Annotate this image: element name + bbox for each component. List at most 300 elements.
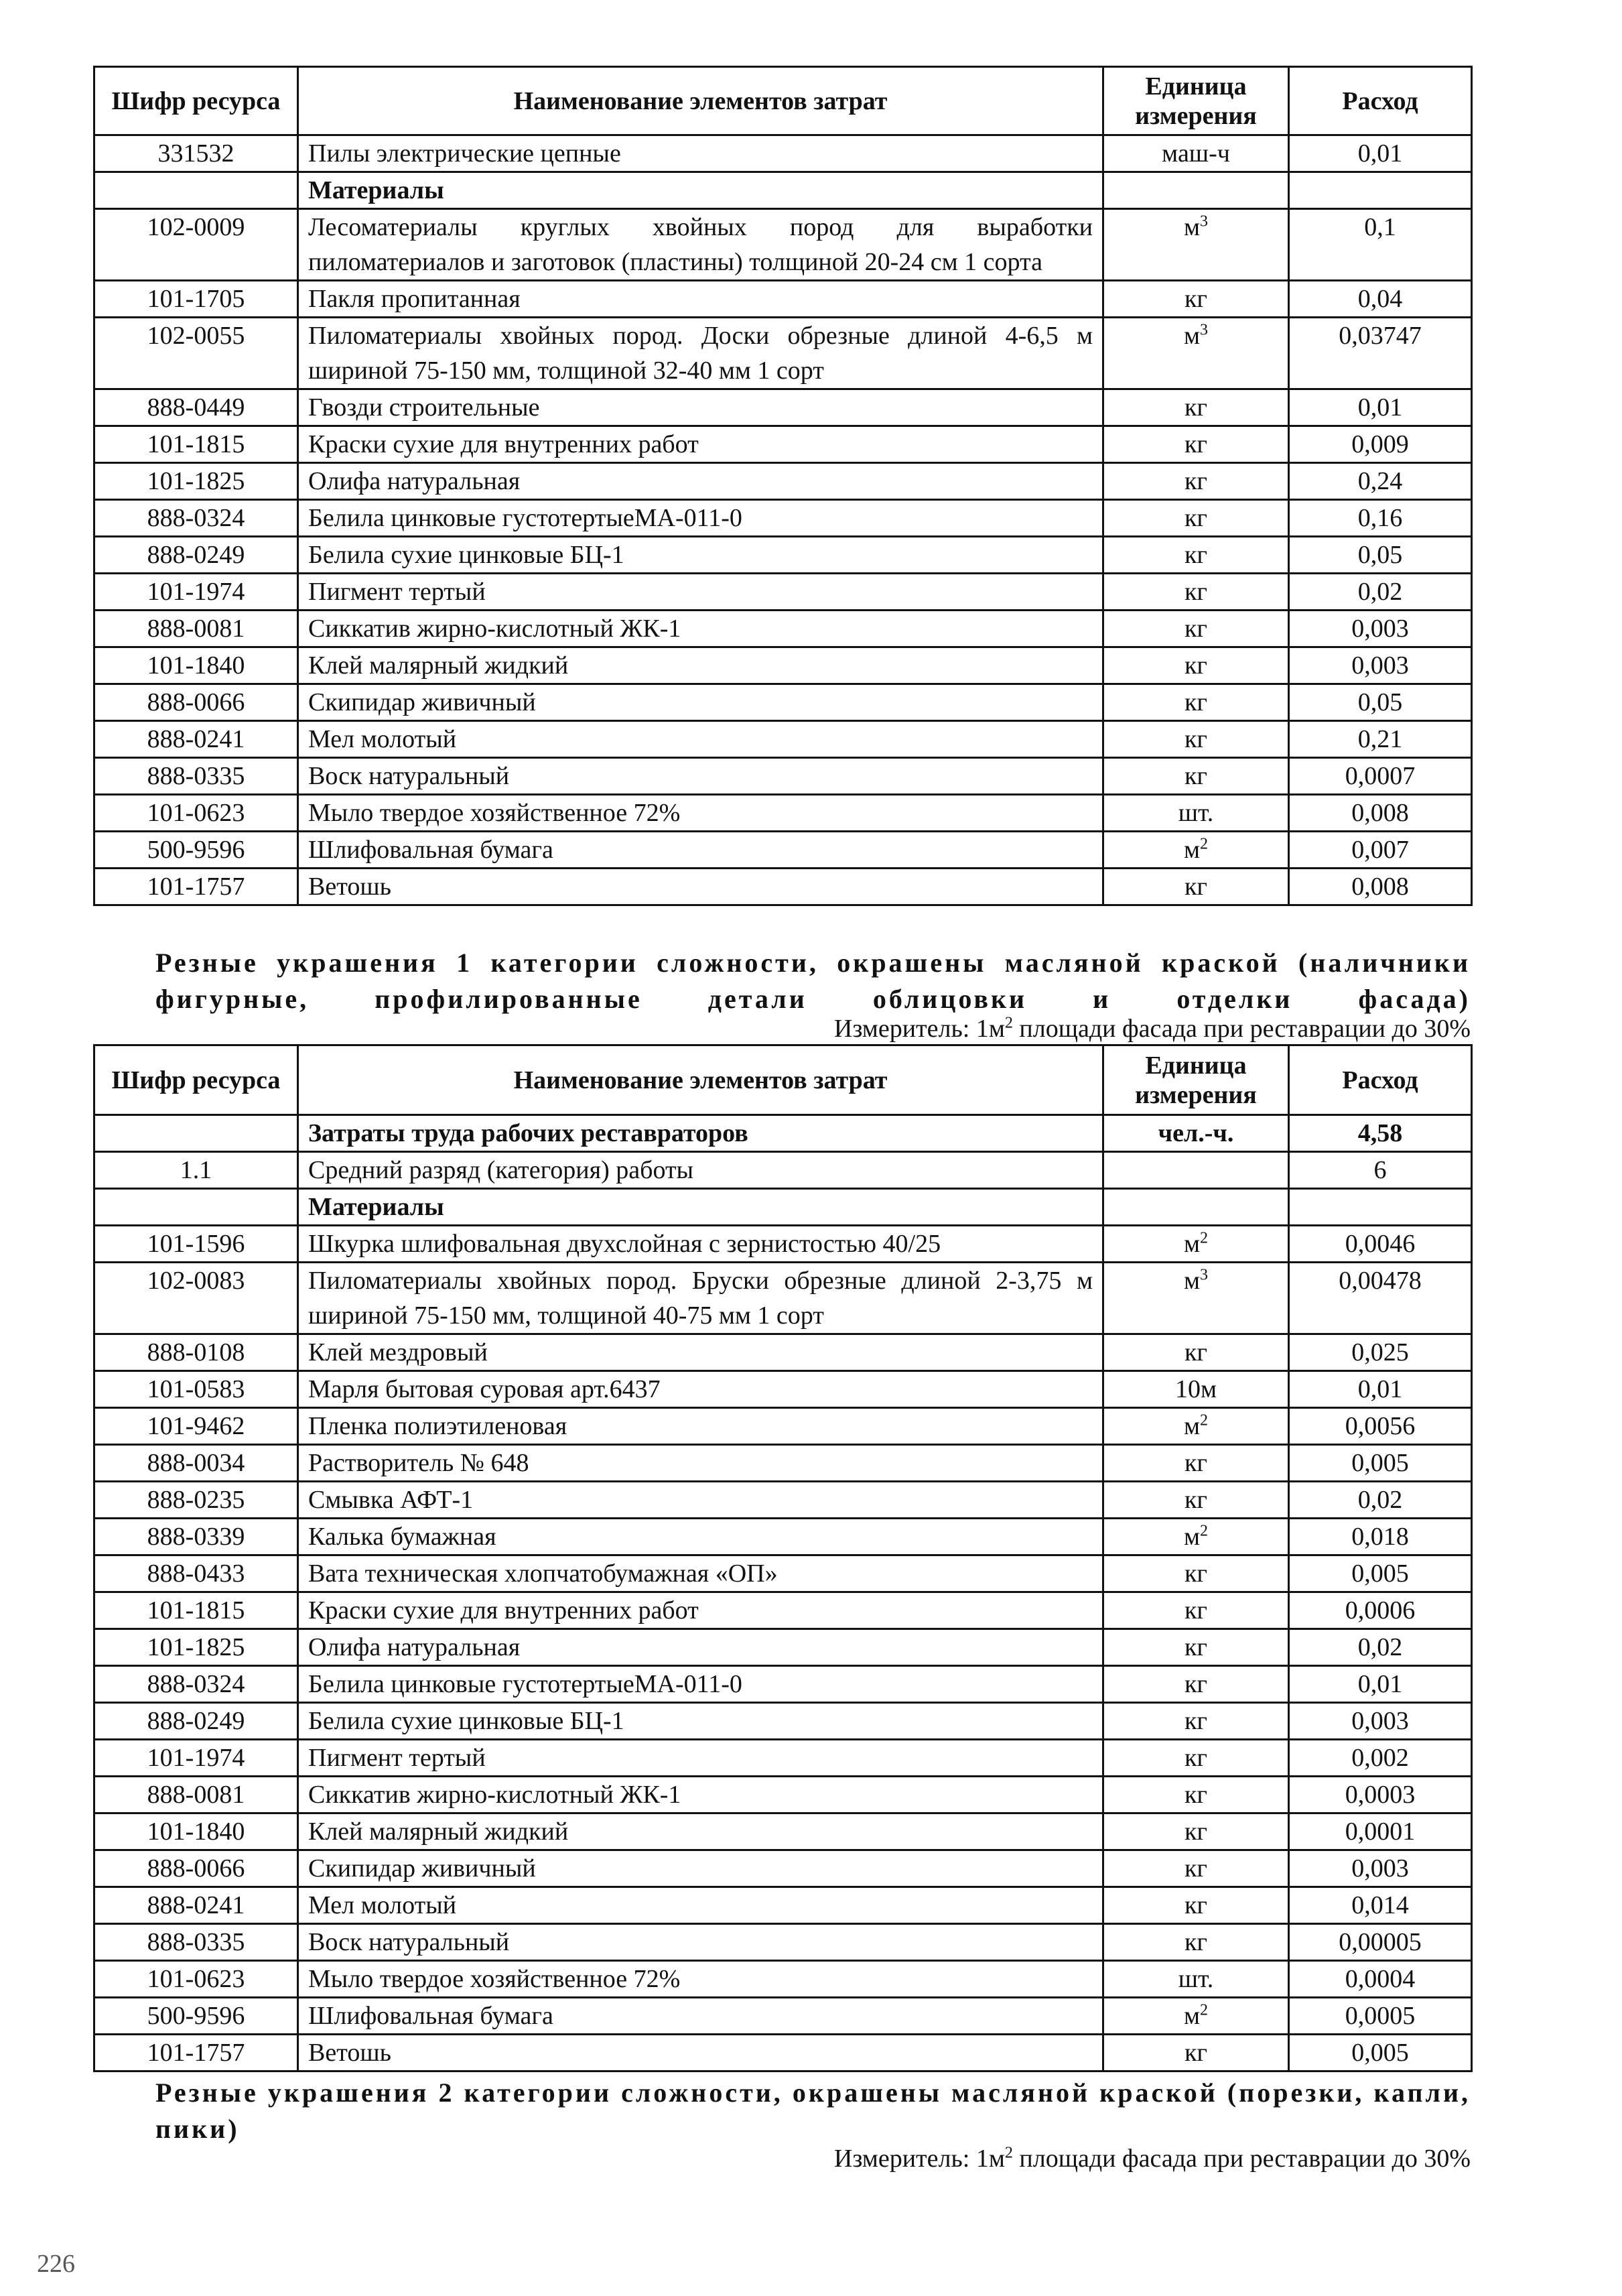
cell-qty <box>1289 389 1472 426</box>
cell-unit-text: м <box>1183 836 1201 864</box>
header-code: Шифр ресурса <box>94 1045 298 1115</box>
cell-qty <box>1289 647 1472 684</box>
cell-unit <box>1103 1408 1289 1445</box>
cell-name-text: Марля бытовая суровая арт.6437 <box>308 1375 661 1403</box>
cell-qty <box>1289 1263 1472 1334</box>
cell-name-text: Мел молотый <box>308 1891 457 1919</box>
section-title-2: Резные украшения 2 категории сложности, окрашены масляной краской (порезки, капли, пики) <box>155 2078 1471 2144</box>
cell-code <box>94 721 298 758</box>
cell-unit-text: кг <box>1184 1633 1208 1661</box>
cell-unit-text: кг <box>1184 504 1208 532</box>
cell-name <box>298 1226 1103 1263</box>
header-name: Наименование элементов затрат <box>298 1045 1103 1115</box>
cell-name-text: Воск натуральный <box>308 762 510 790</box>
table-row <box>94 869 1472 905</box>
cell-code-text: 101-1596 <box>147 1230 245 1258</box>
cell-unit <box>1103 1445 1289 1482</box>
cell-code-text: 888-0339 <box>147 1523 245 1551</box>
cell-code <box>94 1703 298 1740</box>
cell-code <box>94 1592 298 1629</box>
cell-code <box>94 1263 298 1334</box>
cell-unit-text: м <box>1183 1267 1201 1295</box>
cell-code-text: 101-0623 <box>147 1965 245 1993</box>
cell-name-text: Шкурка шлифовальная двухслойная с зернистостью 40/25 <box>308 1230 941 1258</box>
cell-unit <box>1103 1263 1289 1334</box>
cell-name-text: Клей мездровый <box>308 1338 488 1366</box>
cell-name <box>298 500 1103 537</box>
cell-unit-text: кг <box>1184 2039 1208 2067</box>
cell-qty-text: 0,014 <box>1351 1891 1409 1919</box>
cell-name <box>298 1887 1103 1924</box>
table-row <box>94 281 1472 318</box>
cell-code-text: 888-0066 <box>147 1854 245 1883</box>
cell-name <box>298 721 1103 758</box>
cell-unit-text: кг <box>1184 1781 1208 1809</box>
cell-name <box>298 1629 1103 1666</box>
cell-name-text: Ветошь <box>308 873 391 901</box>
table-row <box>94 1445 1472 1482</box>
cell-unit <box>1103 832 1289 869</box>
cell-qty <box>1289 318 1472 389</box>
cell-qty-text: 0,0046 <box>1345 1230 1416 1258</box>
cell-name <box>298 135 1103 172</box>
cell-name-text: Пакля пропитанная <box>308 285 521 313</box>
table-row <box>94 611 1472 647</box>
cell-code-text: 101-1815 <box>147 430 245 458</box>
cell-name-text: Олифа натуральная <box>308 1633 521 1661</box>
cell-code-text: 888-0249 <box>147 1707 245 1735</box>
cell-name-text: Пигмент тертый <box>308 578 486 606</box>
cell-name <box>298 1152 1103 1189</box>
cell-code-text: 101-1757 <box>147 2039 245 2067</box>
cell-qty-text: 0,003 <box>1351 1707 1409 1735</box>
cell-unit <box>1103 1555 1289 1592</box>
cell-unit <box>1103 172 1289 209</box>
cell-qty-text: 0,008 <box>1351 799 1409 827</box>
cell-qty-text: 0,01 <box>1357 1670 1403 1698</box>
table-row <box>94 1777 1472 1813</box>
table-row <box>94 758 1472 795</box>
cell-unit-text: кг <box>1184 688 1208 716</box>
cell-unit-text: кг <box>1184 285 1208 313</box>
cell-name-text: Средний разряд (категория) работы <box>308 1156 694 1184</box>
cell-qty <box>1289 721 1472 758</box>
table-row <box>94 1519 1472 1555</box>
cell-code <box>94 611 298 647</box>
unit-exponent: 2 <box>1200 2001 1209 2019</box>
cell-code-text: 500-9596 <box>147 836 245 864</box>
cell-code-text: 888-0034 <box>147 1449 245 1477</box>
cell-code <box>94 500 298 537</box>
cell-unit-text: м <box>1183 1523 1201 1551</box>
cell-code <box>94 172 298 209</box>
unit-exponent: 2 <box>1200 1229 1209 1247</box>
measure-sup: 2 <box>1004 2144 1013 2162</box>
cell-unit <box>1103 1592 1289 1629</box>
cell-name <box>298 574 1103 611</box>
cell-qty <box>1289 1740 1472 1777</box>
cell-unit-text: кг <box>1184 393 1208 422</box>
cell-qty <box>1289 172 1472 209</box>
cell-qty <box>1289 1887 1472 1924</box>
cell-qty-text: 0,007 <box>1351 836 1409 864</box>
cell-qty-text: 0,0001 <box>1345 1817 1416 1846</box>
cell-unit-text: маш-ч <box>1162 139 1230 168</box>
cell-code-text: 101-1840 <box>147 1817 245 1846</box>
table-row <box>94 1371 1472 1408</box>
table-row <box>94 172 1472 209</box>
table-row <box>94 1850 1472 1887</box>
cell-unit-text: кг <box>1184 1559 1208 1588</box>
cell-name-text: Скипидар живичный <box>308 688 536 716</box>
cell-name-text: Материалы <box>308 1193 444 1221</box>
cell-name-text: Белила сухие цинковые БЦ-1 <box>308 1707 624 1735</box>
cell-code <box>94 135 298 172</box>
cell-unit <box>1103 1777 1289 1813</box>
cell-qty <box>1289 869 1472 905</box>
section-title-1: Резные украшения 1 категории сложности, окрашены масляной краской (наличники фигурные, профилированные детали облицовки и отделки фасада) <box>155 948 1471 1014</box>
cell-name-text: Клей малярный жидкий <box>308 1817 569 1846</box>
cell-qty-text: 0,02 <box>1357 1633 1403 1661</box>
cell-unit <box>1103 721 1289 758</box>
table-row <box>94 1629 1472 1666</box>
cell-code <box>94 1189 298 1226</box>
cell-unit-text: кг <box>1184 1338 1208 1366</box>
cell-code <box>94 1924 298 1961</box>
cell-code-text: 888-0335 <box>147 1928 245 1956</box>
header-code: Шифр ресурса <box>94 67 298 135</box>
cell-qty-text: 0,008 <box>1351 873 1409 901</box>
cell-unit <box>1103 1226 1289 1263</box>
cell-code <box>94 1482 298 1519</box>
cell-code-text: 101-1840 <box>147 651 245 680</box>
cell-unit <box>1103 1115 1289 1152</box>
table-row <box>94 832 1472 869</box>
cell-qty <box>1289 1777 1472 1813</box>
cell-unit <box>1103 795 1289 832</box>
cell-code-text: 888-0066 <box>147 688 245 716</box>
cell-qty-text: 0,005 <box>1351 1559 1409 1588</box>
cell-code-text: 888-0249 <box>147 541 245 569</box>
cell-qty <box>1289 1226 1472 1263</box>
cell-name <box>298 1115 1103 1152</box>
cell-qty <box>1289 537 1472 574</box>
cell-code <box>94 1629 298 1666</box>
cell-name <box>298 1592 1103 1629</box>
table-row <box>94 1924 1472 1961</box>
cell-qty <box>1289 1666 1472 1703</box>
resource-table-2 <box>93 1044 1473 2072</box>
table-row <box>94 209 1472 281</box>
cell-code <box>94 1152 298 1189</box>
cell-qty <box>1289 426 1472 463</box>
cell-qty-text: 0,0003 <box>1345 1781 1416 1809</box>
cell-qty-text: 0,003 <box>1351 1854 1409 1883</box>
cell-qty-text: 0,16 <box>1357 504 1403 532</box>
cell-qty-text: 0,21 <box>1357 725 1403 753</box>
table-row <box>94 1592 1472 1629</box>
cell-qty <box>1289 500 1472 537</box>
table-row <box>94 2035 1472 2071</box>
cell-qty-text: 0,0056 <box>1345 1412 1416 1440</box>
cell-code <box>94 1334 298 1371</box>
cell-name-text: Гвозди строительные <box>308 393 540 422</box>
cell-qty-text: 0,04 <box>1357 285 1403 313</box>
cell-code-text: 888-0433 <box>147 1559 245 1588</box>
table-row <box>94 1813 1472 1850</box>
cell-unit <box>1103 684 1289 721</box>
cell-unit <box>1103 869 1289 905</box>
cell-qty <box>1289 1115 1472 1152</box>
cell-unit-text: шт. <box>1178 1965 1214 1993</box>
table-row <box>94 684 1472 721</box>
cell-code-text: 331532 <box>157 139 234 168</box>
cell-unit-text: кг <box>1184 1817 1208 1846</box>
header-unit: Единица измерения <box>1103 1045 1289 1115</box>
header-name: Наименование элементов затрат <box>298 67 1103 135</box>
cell-qty <box>1289 684 1472 721</box>
cell-qty-text: 0,01 <box>1357 393 1403 422</box>
cell-unit <box>1103 1850 1289 1887</box>
cell-name <box>298 1777 1103 1813</box>
table-row <box>94 1334 1472 1371</box>
table-row <box>94 1263 1472 1334</box>
page-number: 226 <box>37 2250 75 2278</box>
cell-code <box>94 1777 298 1813</box>
cell-code-text: 500-9596 <box>147 2002 245 2030</box>
cell-name <box>298 1703 1103 1740</box>
measure-suffix: площади фасада при реставрации до 30% <box>1012 2145 1471 2173</box>
cell-code <box>94 1519 298 1555</box>
unit-exponent: 2 <box>1200 1411 1209 1429</box>
cell-unit-text: кг <box>1184 725 1208 753</box>
cell-qty <box>1289 1519 1472 1555</box>
cell-qty <box>1289 1334 1472 1371</box>
cell-unit-text: кг <box>1184 1707 1208 1735</box>
cell-qty <box>1289 1813 1472 1850</box>
cell-unit-text: м <box>1183 213 1201 241</box>
cell-name <box>298 758 1103 795</box>
table-row <box>94 1961 1472 1998</box>
cell-qty <box>1289 2035 1472 2071</box>
table-row <box>94 389 1472 426</box>
cell-name-text: Вата техническая хлопчатобумажная «ОП» <box>308 1559 778 1588</box>
cell-qty <box>1289 1189 1472 1226</box>
cell-unit <box>1103 1482 1289 1519</box>
cell-qty <box>1289 1629 1472 1666</box>
cell-unit-text: кг <box>1184 651 1208 680</box>
cell-name <box>298 281 1103 318</box>
cell-unit-text: 10м <box>1174 1375 1217 1403</box>
cell-unit <box>1103 281 1289 318</box>
table-row <box>94 1482 1472 1519</box>
cell-code-text: 888-0235 <box>147 1486 245 1514</box>
cell-name <box>298 1189 1103 1226</box>
cell-code <box>94 537 298 574</box>
cell-name <box>298 647 1103 684</box>
cell-name-text: Белила цинковые густотертыеМА-011-0 <box>308 504 742 532</box>
cell-name-text: Пилы электрические цепные <box>308 139 621 168</box>
table-row <box>94 1887 1472 1924</box>
cell-name <box>298 1555 1103 1592</box>
cell-qty-text: 0,0004 <box>1345 1965 1416 1993</box>
cell-code-text: 102-0055 <box>147 322 245 350</box>
cell-code <box>94 1887 298 1924</box>
cell-name-text: Ветошь <box>308 2039 391 2067</box>
cell-qty-text: 0,00478 <box>1339 1267 1422 1295</box>
resource-table-1 <box>93 66 1473 906</box>
cell-unit-text: кг <box>1184 1928 1208 1956</box>
cell-name-text: Пиломатериалы хвойных пород. Доски обрезные длиной 4-6,5 м шириной 75-150 мм, толщиной 32-40 мм 1 сорт <box>308 322 1093 385</box>
cell-qty-text: 0,002 <box>1351 1744 1409 1772</box>
cell-qty-text: 0,018 <box>1351 1523 1409 1551</box>
cell-name-text: Воск натуральный <box>308 1928 510 1956</box>
cell-qty-text: 0,02 <box>1357 578 1403 606</box>
cell-unit <box>1103 318 1289 389</box>
cell-name <box>298 1813 1103 1850</box>
cell-name <box>298 209 1103 281</box>
cell-qty <box>1289 1482 1472 1519</box>
cell-code-text: 888-0108 <box>147 1338 245 1366</box>
cell-name-text: Скипидар живичный <box>308 1854 536 1883</box>
cell-code <box>94 1666 298 1703</box>
cell-unit-text: кг <box>1184 1670 1208 1698</box>
cell-unit-text: кг <box>1184 615 1208 643</box>
unit-exponent: 2 <box>1200 1522 1209 1540</box>
cell-name-text: Смывка АФТ-1 <box>308 1486 474 1514</box>
cell-code-text: 888-0241 <box>147 1891 245 1919</box>
cell-name <box>298 795 1103 832</box>
cell-unit <box>1103 463 1289 500</box>
cell-name <box>298 172 1103 209</box>
cell-code <box>94 1555 298 1592</box>
cell-unit <box>1103 1740 1289 1777</box>
cell-code-text: 101-1825 <box>147 467 245 495</box>
cell-qty <box>1289 1592 1472 1629</box>
table-row <box>94 1115 1472 1152</box>
cell-qty-text: 0,009 <box>1351 430 1409 458</box>
table-row <box>94 1189 1472 1226</box>
cell-name-text: Краски сухие для внутренних работ <box>308 1596 699 1624</box>
cell-code-text: 888-0081 <box>147 615 245 643</box>
cell-code <box>94 389 298 426</box>
cell-code-text: 101-9462 <box>147 1412 245 1440</box>
cell-name <box>298 1519 1103 1555</box>
cell-code-text: 101-1757 <box>147 873 245 901</box>
table-row <box>94 1666 1472 1703</box>
cell-unit <box>1103 574 1289 611</box>
cell-code <box>94 1226 298 1263</box>
cell-code <box>94 1850 298 1887</box>
cell-qty-text: 0,05 <box>1357 541 1403 569</box>
header-qty: Расход <box>1289 1045 1472 1115</box>
cell-qty-text: 0,01 <box>1357 1375 1403 1403</box>
table-row <box>94 1703 1472 1740</box>
header-qty: Расход <box>1289 67 1472 135</box>
cell-name-text: Сиккатив жирно-кислотный ЖК-1 <box>308 615 681 643</box>
cell-unit-text: кг <box>1184 873 1208 901</box>
cell-qty-text: 0,05 <box>1357 688 1403 716</box>
cell-name <box>298 1998 1103 2035</box>
cell-qty <box>1289 758 1472 795</box>
table-row <box>94 1555 1472 1592</box>
cell-code <box>94 463 298 500</box>
cell-qty <box>1289 463 1472 500</box>
cell-name <box>298 1850 1103 1887</box>
cell-name-text: Пигмент тертый <box>308 1744 486 1772</box>
measure-line-1 <box>834 1013 1471 1044</box>
cell-qty-text: 0,0007 <box>1345 762 1416 790</box>
cell-name <box>298 1408 1103 1445</box>
cell-qty-text: 0,005 <box>1351 2039 1409 2067</box>
cell-unit <box>1103 537 1289 574</box>
cell-unit-text: кг <box>1184 578 1208 606</box>
cell-code-text: 101-0583 <box>147 1375 245 1403</box>
cell-name <box>298 1666 1103 1703</box>
cell-qty-text: 0,02 <box>1357 1486 1403 1514</box>
cell-unit <box>1103 1703 1289 1740</box>
cell-qty <box>1289 135 1472 172</box>
cell-qty <box>1289 1924 1472 1961</box>
table-row <box>94 1740 1472 1777</box>
cell-name <box>298 389 1103 426</box>
cell-unit-text: кг <box>1184 1854 1208 1883</box>
cell-unit-text: кг <box>1184 1596 1208 1624</box>
cell-code <box>94 574 298 611</box>
cell-unit-text: м <box>1183 1412 1201 1440</box>
cell-code-text: 888-0241 <box>147 725 245 753</box>
cell-code-text: 888-0324 <box>147 504 245 532</box>
cell-qty-text: 6 <box>1373 1156 1387 1184</box>
cell-name <box>298 463 1103 500</box>
cell-unit <box>1103 1189 1289 1226</box>
cell-code-text: 102-0009 <box>147 213 245 241</box>
cell-code <box>94 318 298 389</box>
cell-unit-text: кг <box>1184 1449 1208 1477</box>
table-row <box>94 318 1472 389</box>
table-row <box>94 500 1472 537</box>
cell-code-text: 101-1825 <box>147 1633 245 1661</box>
cell-name-text: Мел молотый <box>308 725 457 753</box>
table-row <box>94 426 1472 463</box>
table-row <box>94 795 1472 832</box>
cell-qty-text: 0,1 <box>1364 213 1396 241</box>
cell-unit-text: кг <box>1184 1744 1208 1772</box>
cell-unit <box>1103 1152 1289 1189</box>
cell-name-text: Сиккатив жирно-кислотный ЖК-1 <box>308 1781 681 1809</box>
cell-qty <box>1289 574 1472 611</box>
unit-exponent: 3 <box>1200 1266 1209 1284</box>
cell-name <box>298 611 1103 647</box>
cell-name <box>298 318 1103 389</box>
cell-unit <box>1103 1629 1289 1666</box>
cell-code-text: 888-0081 <box>147 1781 245 1809</box>
cell-code <box>94 1371 298 1408</box>
cell-name <box>298 426 1103 463</box>
cell-unit-text: чел.-ч. <box>1158 1119 1234 1147</box>
table-row <box>94 1408 1472 1445</box>
cell-name-text: Белила сухие цинковые БЦ-1 <box>308 541 624 569</box>
cell-qty-text: 0,0005 <box>1345 2002 1416 2030</box>
cell-qty <box>1289 832 1472 869</box>
cell-code <box>94 795 298 832</box>
cell-code <box>94 832 298 869</box>
cell-name-text: Лесоматериалы круглых хвойных пород для выработки пиломатериалов и заготовок (пластины) толщиной 20-24 см 1 сорта <box>308 213 1093 276</box>
cell-unit <box>1103 209 1289 281</box>
table-row <box>94 1226 1472 1263</box>
cell-code-text: 101-1974 <box>147 578 245 606</box>
cell-unit-text: шт. <box>1178 799 1214 827</box>
